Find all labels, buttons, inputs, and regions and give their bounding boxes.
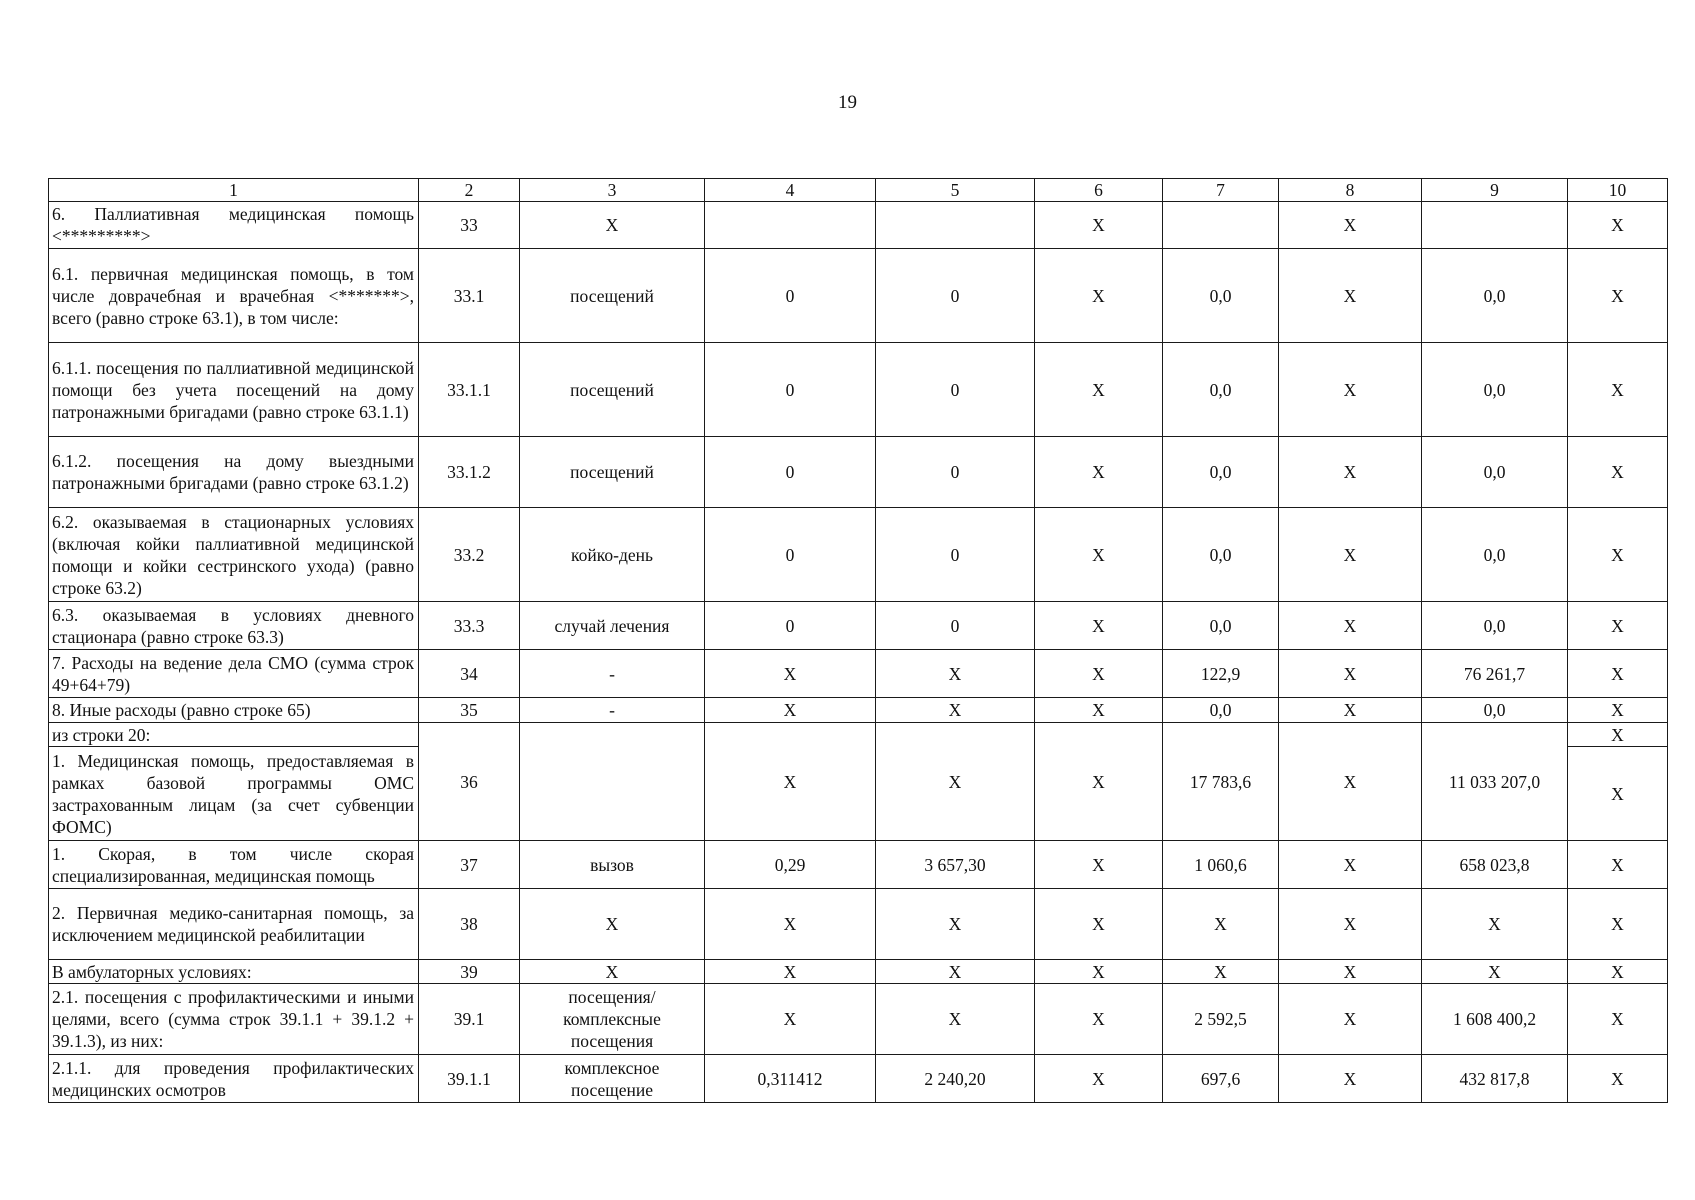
value-cell: X xyxy=(1035,249,1163,343)
row-description: 6.2. оказываемая в стационарных условиях (включая койки паллиативной медицинской помощи и койки сестринского ухода) (равно строке 63.2) xyxy=(49,508,419,602)
value-cell: 0 xyxy=(705,343,876,437)
row-description: 6.1.1. посещения по паллиативной медицинской помощи без учета посещений на дому патронажными бригадами (равно строке 63.1.1) xyxy=(49,343,419,437)
value-cell: X xyxy=(876,698,1035,723)
value-cell: X xyxy=(1279,723,1422,841)
row-code: 39.1.1 xyxy=(419,1055,520,1103)
table-row xyxy=(49,841,1668,889)
value-cell: X xyxy=(1568,343,1668,437)
unit-cell: X xyxy=(520,889,705,960)
value-cell: X xyxy=(1163,889,1279,960)
value-cell: X xyxy=(1568,508,1668,602)
table-row xyxy=(49,602,1668,650)
value-cell: X xyxy=(1279,698,1422,723)
value-cell: X xyxy=(876,984,1035,1055)
row-description: 6.1. первичная медицинская помощь, в том числе доврачебная и врачебная <*******>, всего (равно строке 63.1), в том числе: xyxy=(49,249,419,343)
value-cell: 0,0 xyxy=(1422,698,1568,723)
value-cell: X xyxy=(1568,841,1668,889)
value-cell: 0 xyxy=(705,437,876,508)
value-cell: X xyxy=(1279,437,1422,508)
unit-cell: посещений xyxy=(520,343,705,437)
value-cell xyxy=(1422,202,1568,249)
row-code: 35 xyxy=(419,698,520,723)
header-cell: 7 xyxy=(1163,179,1279,202)
row-description: 2.1.1. для проведения профилактических медицинских осмотров xyxy=(49,1055,419,1103)
value-cell: 0 xyxy=(876,508,1035,602)
unit-cell: посещений xyxy=(520,249,705,343)
header-cell: 1 xyxy=(49,179,419,202)
value-cell: 697,6 xyxy=(1163,1055,1279,1103)
unit-cell: X xyxy=(520,202,705,249)
row-description: 2.1. посещения с профилактическими и иными целями, всего (сумма строк 39.1.1 + 39.1.2 + 39.1.3), из них: xyxy=(49,984,419,1055)
row-code: 33 xyxy=(419,202,520,249)
value-cell: 432 817,8 xyxy=(1422,1055,1568,1103)
unit-cell: X xyxy=(520,960,705,984)
value-cell: X xyxy=(1279,508,1422,602)
value-cell: X xyxy=(1568,437,1668,508)
value-cell: 0 xyxy=(876,437,1035,508)
value-cell: X xyxy=(1568,698,1668,723)
table-row xyxy=(49,984,1668,1055)
column-number-row xyxy=(49,179,1668,202)
unit-cell: - xyxy=(520,650,705,698)
row-code: 33.3 xyxy=(419,602,520,650)
row-code: 33.1.2 xyxy=(419,437,520,508)
table-row xyxy=(49,202,1668,249)
value-cell xyxy=(1163,202,1279,249)
value-cell: X xyxy=(1568,889,1668,960)
header-cell: 4 xyxy=(705,179,876,202)
value-cell: X xyxy=(1568,960,1668,984)
value-cell: X xyxy=(1568,1055,1668,1103)
row-code: 33.1 xyxy=(419,249,520,343)
value-cell: X xyxy=(1422,889,1568,960)
value-cell: X xyxy=(1422,960,1568,984)
row-code: 38 xyxy=(419,889,520,960)
value-cell: X xyxy=(1163,960,1279,984)
value-cell: 0,29 xyxy=(705,841,876,889)
value-cell: X xyxy=(876,650,1035,698)
table-row xyxy=(49,889,1668,960)
value-cell: 0,0 xyxy=(1422,508,1568,602)
unit-cell xyxy=(520,723,705,841)
unit-cell: - xyxy=(520,698,705,723)
table-row xyxy=(49,698,1668,723)
value-cell: X xyxy=(876,723,1035,841)
value-cell: X xyxy=(1279,841,1422,889)
value-cell: X xyxy=(1279,249,1422,343)
row-code: 33.2 xyxy=(419,508,520,602)
value-cell: 0,0 xyxy=(1163,437,1279,508)
value-cell xyxy=(876,202,1035,249)
value-cell: 0,0 xyxy=(1422,249,1568,343)
value-cell: X xyxy=(1035,698,1163,723)
value-cell: 0 xyxy=(705,602,876,650)
table-row xyxy=(49,650,1668,698)
value-cell: X xyxy=(1568,650,1668,698)
value-cell: 0,0 xyxy=(1163,508,1279,602)
unit-cell: случай лечения xyxy=(520,602,705,650)
value-cell: X xyxy=(1279,889,1422,960)
header-cell: 6 xyxy=(1035,179,1163,202)
row-description: В амбулаторных условиях: xyxy=(49,960,419,984)
table-row xyxy=(49,249,1668,343)
value-cell: X xyxy=(705,698,876,723)
row-code: 34 xyxy=(419,650,520,698)
section-label: из строки 20: xyxy=(49,723,419,747)
table-row xyxy=(49,960,1668,984)
value-cell: X xyxy=(1035,602,1163,650)
table-row xyxy=(49,508,1668,602)
value-cell: X xyxy=(1568,249,1668,343)
header-cell: 5 xyxy=(876,179,1035,202)
unit-cell: вызов xyxy=(520,841,705,889)
value-cell: 0 xyxy=(876,602,1035,650)
data-table xyxy=(48,178,1668,1103)
value-cell: 0,0 xyxy=(1422,343,1568,437)
value-cell: X xyxy=(1035,960,1163,984)
value-cell: 3 657,30 xyxy=(876,841,1035,889)
value-cell: X xyxy=(876,889,1035,960)
value-cell: 0,0 xyxy=(1422,602,1568,650)
value-cell: 2 592,5 xyxy=(1163,984,1279,1055)
value-cell: X xyxy=(1568,602,1668,650)
row-description: 1. Скорая, в том числе скорая специализированная, медицинская помощь xyxy=(49,841,419,889)
row-code: 39 xyxy=(419,960,520,984)
value-cell: 2 240,20 xyxy=(876,1055,1035,1103)
table-row xyxy=(49,437,1668,508)
value-cell: 17 783,6 xyxy=(1163,723,1279,841)
value-cell: X xyxy=(705,889,876,960)
row-code: 37 xyxy=(419,841,520,889)
table-row xyxy=(49,343,1668,437)
row-description: 1. Медицинская помощь, предоставляемая в рамках базовой программы ОМС застрахованным лицам (за счет субвенции ФОМС) xyxy=(49,747,419,841)
header-cell: 9 xyxy=(1422,179,1568,202)
value-cell: 0 xyxy=(876,249,1035,343)
value-cell: X xyxy=(1279,984,1422,1055)
value-cell: X xyxy=(1035,202,1163,249)
value-cell: X xyxy=(1279,202,1422,249)
header-cell: 2 xyxy=(419,179,520,202)
header-cell: 8 xyxy=(1279,179,1422,202)
value-cell: 11 033 207,0 xyxy=(1422,723,1568,841)
unit-cell: посещений xyxy=(520,437,705,508)
value-cell: X xyxy=(1568,747,1668,841)
value-cell: 0 xyxy=(705,508,876,602)
row-code: 39.1 xyxy=(419,984,520,1055)
value-cell: X xyxy=(1279,650,1422,698)
value-cell: X xyxy=(1035,841,1163,889)
value-cell: 0 xyxy=(876,343,1035,437)
value-cell: 0,0 xyxy=(1163,343,1279,437)
table-row xyxy=(49,1055,1668,1103)
value-cell: X xyxy=(1035,437,1163,508)
value-cell: 0,0 xyxy=(1163,602,1279,650)
value-cell: 0,0 xyxy=(1163,698,1279,723)
row-description: 6.1.2. посещения на дому выездными патронажными бригадами (равно строке 63.1.2) xyxy=(49,437,419,508)
value-cell: X xyxy=(1279,1055,1422,1103)
value-cell: X xyxy=(1279,343,1422,437)
row-code: 33.1.1 xyxy=(419,343,520,437)
value-cell: 1 608 400,2 xyxy=(1422,984,1568,1055)
value-cell: X xyxy=(1035,723,1163,841)
unit-cell: комплексное посещение xyxy=(520,1055,705,1103)
row-description: 6.3. оказываемая в условиях дневного стационара (равно строке 63.3) xyxy=(49,602,419,650)
value-cell: X xyxy=(1279,602,1422,650)
value-cell: 0,311412 xyxy=(705,1055,876,1103)
value-cell: X xyxy=(1035,343,1163,437)
page-number: 19 xyxy=(838,92,857,113)
value-cell: X xyxy=(705,984,876,1055)
value-cell: X xyxy=(1035,889,1163,960)
value-cell: 1 060,6 xyxy=(1163,841,1279,889)
header-cell: 10 xyxy=(1568,179,1668,202)
value-cell: X xyxy=(705,650,876,698)
value-cell: X xyxy=(705,960,876,984)
value-cell: X xyxy=(1035,1055,1163,1103)
value-cell: X xyxy=(1568,984,1668,1055)
value-cell: X xyxy=(1279,960,1422,984)
row-description: 6. Паллиативная медицинская помощь <*********> xyxy=(49,202,419,249)
unit-cell: посещения/комплексные посещения xyxy=(520,984,705,1055)
value-cell: 122,9 xyxy=(1163,650,1279,698)
row-description: 8. Иные расходы (равно строке 65) xyxy=(49,698,419,723)
value-cell: 0,0 xyxy=(1422,437,1568,508)
value-cell: X xyxy=(705,723,876,841)
value-cell: 0 xyxy=(705,249,876,343)
table-row xyxy=(49,723,1668,747)
row-description: 7. Расходы на ведение дела СМО (сумма строк 49+64+79) xyxy=(49,650,419,698)
value-cell: X xyxy=(1035,508,1163,602)
value-cell: 76 261,7 xyxy=(1422,650,1568,698)
value-cell: X xyxy=(876,960,1035,984)
row-description: 2. Первичная медико-санитарная помощь, за исключением медицинской реабилитации xyxy=(49,889,419,960)
header-cell: 3 xyxy=(520,179,705,202)
row-code: 36 xyxy=(419,723,520,841)
value-cell: X xyxy=(1568,202,1668,249)
value-cell: X xyxy=(1035,650,1163,698)
unit-cell: койко-день xyxy=(520,508,705,602)
value-cell: 0,0 xyxy=(1163,249,1279,343)
value-cell xyxy=(705,202,876,249)
value-cell: X xyxy=(1568,723,1668,747)
value-cell: 658 023,8 xyxy=(1422,841,1568,889)
value-cell: X xyxy=(1035,984,1163,1055)
